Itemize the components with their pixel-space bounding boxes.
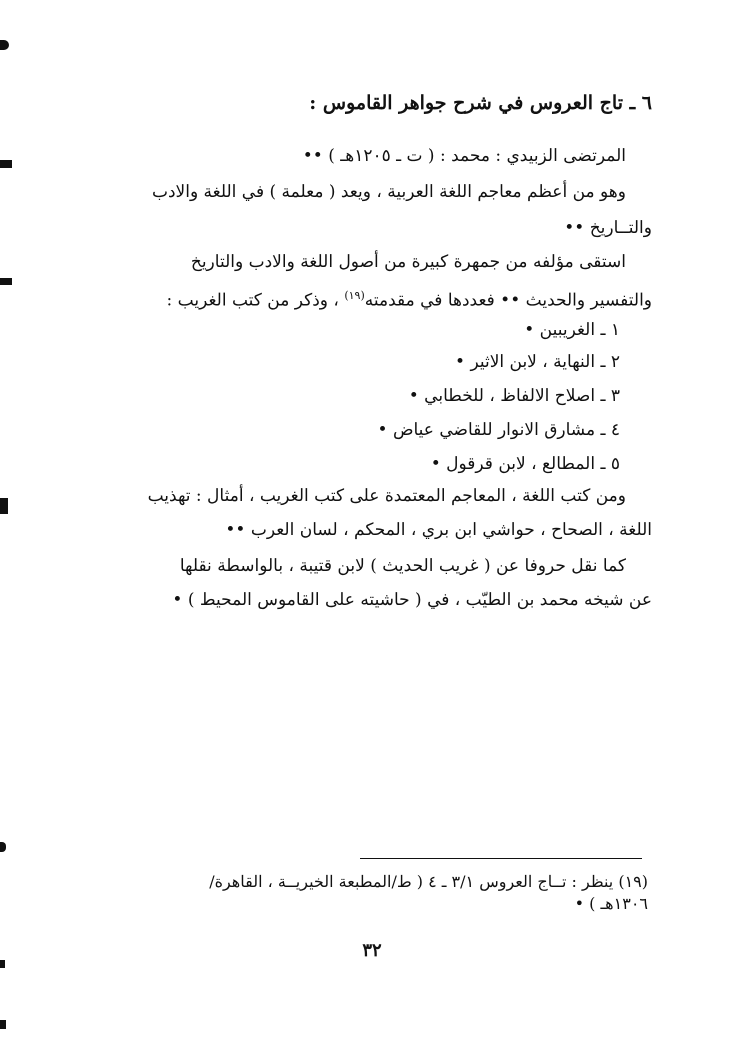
paragraph-text: ذكر من كتب الغريب :: [166, 290, 320, 311]
paragraph-text: ، و: [319, 290, 345, 311]
paragraph-line: كما نقل حروفا عن ( غريب الحديث ) لابن قتيبة ، بالواسطة نقلها: [179, 556, 626, 576]
scan-edge-mark: [0, 1020, 6, 1029]
paragraph-line: ومن كتب اللغة ، المعاجم المعتمدة على كتب الغريب ، أمثال : تهذيب: [147, 486, 626, 506]
paragraph-line: وهو من أعظم معاجم اللغة العربية ، ويعد ( معلمة ) في اللغة والادب: [151, 182, 626, 202]
list-item: ٥ ـ المطالع ، لابن قرقول •: [430, 454, 620, 474]
scan-edge-mark: [0, 40, 9, 50]
section-heading: ٦ ـ تاج العروس في شرح جواهر القاموس :: [309, 92, 652, 114]
list-item: ٢ ـ النهاية ، لابن الاثير •: [455, 352, 620, 372]
page-number: ٣٢: [362, 940, 382, 961]
paragraph-line: [112, 286, 652, 311]
footnote-divider: [360, 858, 642, 859]
list-item: ٤ ـ مشارق الانوار للقاضي عياض •: [377, 420, 620, 440]
list-item: ١ ـ الغريبين •: [524, 320, 620, 340]
footnote-line: (١٩) ينظر : تــاج العروس ٣/١ ـ ٤ ( ط/المطبعة الخيريــة ، القاهرة/: [209, 872, 648, 891]
paragraph-line: والتــاريخ ••: [564, 218, 652, 238]
scan-edge-mark: [0, 498, 8, 514]
paragraph-line: اللغة ، الصحاح ، حواشي ابن بري ، المحكم ، لسان العرب ••: [225, 520, 652, 540]
list-item: ٣ ـ اصلاح الالفاظ ، للخطابي •: [408, 386, 620, 406]
footnote-line: ١٣٠٦هـ ) •: [574, 894, 648, 913]
scan-edge-mark: [0, 842, 6, 852]
scan-edge-mark: [0, 960, 5, 968]
scan-edge-mark: [0, 160, 12, 168]
paragraph-line: المرتضى الزبيدي : محمد : ( ت ـ ١٢٠٥هـ ) ••: [302, 146, 626, 166]
footnote-reference: (١٩): [344, 289, 365, 302]
scan-edge-mark: [0, 278, 12, 285]
paragraph-text: والتفسير والحديث •• فعددها في مقدمته: [364, 290, 652, 311]
paragraph-line: عن شيخه محمد بن الطيّب ، في ( حاشيته على القاموس المحيط ) •: [172, 590, 652, 610]
paragraph-line: استقى مؤلفه من جمهرة كبيرة من أصول اللغة والادب والتاريخ: [190, 252, 626, 272]
